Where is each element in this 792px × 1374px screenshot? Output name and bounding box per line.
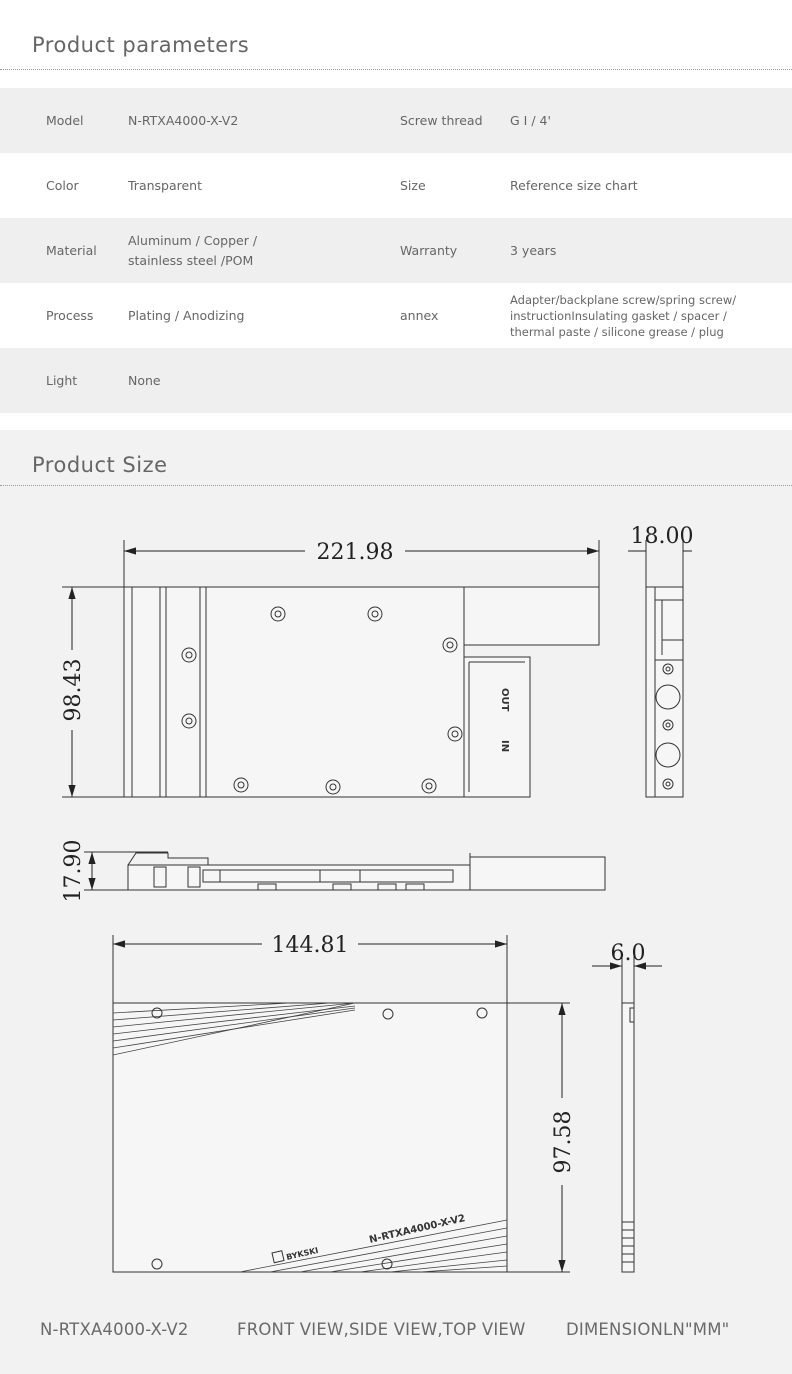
param-label: Screw thread xyxy=(400,112,483,128)
dim-backplate-thickness-label: 6.0 xyxy=(610,941,646,966)
outlet-mark: OUT xyxy=(499,688,510,712)
parameters-title: Product parameters xyxy=(32,33,250,57)
param-label: Size xyxy=(400,177,426,193)
param-value: N-RTXA4000-X-V2 xyxy=(128,112,239,128)
param-value: Aluminum / Copper / stainless steel /POM xyxy=(128,232,258,268)
footer-model: N-RTXA4000-X-V2 xyxy=(40,1320,189,1339)
dim-top-view-height-label: 17.90 xyxy=(61,839,86,903)
dim-backplate-height-label: 97.58 xyxy=(551,1110,576,1174)
param-value: Transparent xyxy=(128,177,203,193)
footer-views: FRONT VIEW,SIDE VIEW,TOP VIEW xyxy=(237,1320,526,1339)
dim-side-thickness-label: 18.00 xyxy=(630,524,694,549)
plate-brand-engraving: BYKSKI xyxy=(285,1245,320,1262)
param-label: Light xyxy=(46,372,78,388)
param-label: Material xyxy=(46,242,97,258)
param-label: Process xyxy=(46,307,94,323)
dim-length-top-label: 221.98 xyxy=(316,540,394,565)
inlet-mark: IN xyxy=(499,740,510,753)
param-value: Plating / Anodizing xyxy=(128,307,245,323)
param-label: Color xyxy=(46,177,79,193)
param-value: 3 years xyxy=(510,242,557,258)
param-label: Model xyxy=(46,112,84,128)
dim-height-front-label: 98.43 xyxy=(61,658,86,722)
top-view xyxy=(84,852,605,890)
param-label: annex xyxy=(400,307,439,323)
side-view xyxy=(646,540,683,797)
size-title: Product Size xyxy=(32,453,168,477)
param-value: None xyxy=(128,372,161,388)
param-value: Adapter/backplane screw/spring screw/ instructionInsulating gasket / spacer / thermal paste / silicone grease / plug xyxy=(510,292,737,339)
backplate-view xyxy=(113,935,570,1272)
dim-backplate-length-label: 144.81 xyxy=(271,933,349,958)
footer-unit: DIMENSIONLN"MM" xyxy=(566,1320,730,1339)
param-value: Reference size chart xyxy=(510,177,638,193)
front-view xyxy=(62,540,599,797)
param-label: Warranty xyxy=(400,242,458,258)
param-value: G I / 4' xyxy=(510,112,551,128)
backplate-side-view xyxy=(622,955,634,1272)
plate-model-engraving: N-RTXA4000-X-V2 xyxy=(368,1213,467,1246)
